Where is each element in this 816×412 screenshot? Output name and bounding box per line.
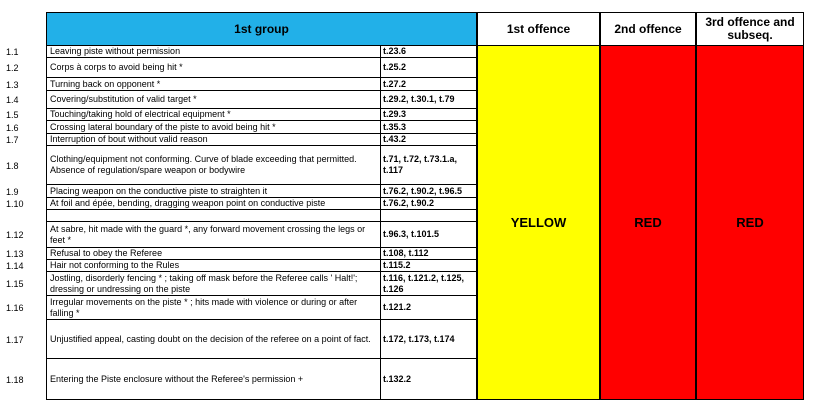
- rule-reference: t.121.2: [381, 296, 477, 320]
- rule-reference: t.76.2, t.90.2: [381, 198, 477, 210]
- row-number: 1.7: [6, 135, 19, 145]
- offence-description: Covering/substitution of valid target *: [46, 91, 381, 109]
- rule-reference: t.23.6: [381, 46, 477, 58]
- offence-description: Crossing lateral boundary of the piste to avoid being hit *: [46, 121, 381, 134]
- rule-reference: t.132.2: [381, 359, 477, 400]
- row-number: 1.9: [6, 186, 19, 197]
- rule-reference: t.71, t.72, t.73.1.a, t.117: [381, 146, 477, 185]
- row-number: 1.15: [6, 279, 24, 289]
- offence-description: Interruption of bout without valid reason: [46, 134, 381, 146]
- offence-description: Placing weapon on the conductive piste to straighten it: [46, 185, 381, 198]
- row-number: 1.12: [6, 230, 24, 240]
- second-offence-header: 2nd offence: [600, 12, 696, 46]
- offence-description: Refusal to obey the Referee: [46, 248, 381, 260]
- rule-reference: t.96.3, t.101.5: [381, 222, 477, 248]
- first-offence-penalty: YELLOW: [477, 46, 600, 400]
- row-number: 1.6: [6, 122, 19, 133]
- offence-description: At foil and épée, bending, dragging weapon point on conductive piste: [46, 198, 381, 210]
- row-number: 1.5: [6, 110, 19, 120]
- row-number: 1.10: [6, 199, 24, 209]
- row-number: 1.2: [6, 63, 19, 73]
- row-number: 1.3: [6, 79, 19, 90]
- offence-description: Irregular movements on the piste * ; hits made with violence or during or after falling *: [46, 296, 381, 320]
- first-offence-header: 1st offence: [477, 12, 600, 46]
- rule-reference: t.29.2, t.30.1, t.79: [381, 91, 477, 109]
- rule-reference: t.76.2, t.90.2, t.96.5: [381, 185, 477, 198]
- offence-description: [46, 210, 381, 222]
- rule-reference: t.108, t.112: [381, 248, 477, 260]
- group-header: 1st group: [46, 12, 477, 46]
- offence-description: Clothing/equipment not conforming. Curve of blade exceeding that permitted. Absence of regulation/spare weapon or bodywire: [46, 146, 381, 185]
- rule-reference: t.25.2: [381, 58, 477, 78]
- rule-reference: [381, 210, 477, 222]
- row-number: 1.4: [6, 95, 19, 105]
- third-offence-header: 3rd offence and subseq.: [696, 12, 804, 46]
- offence-description: Entering the Piste enclosure without the Referee's permission +: [46, 359, 381, 400]
- rule-reference: t.115.2: [381, 260, 477, 272]
- second-offence-penalty: RED: [600, 46, 696, 400]
- row-number: 1.13: [6, 249, 24, 259]
- row-number: 1.14: [6, 261, 24, 271]
- row-number: [6, 210, 44, 222]
- row-number: 1.18: [6, 374, 24, 385]
- offence-description: Leaving piste without permission: [46, 46, 381, 58]
- offence-description: Touching/taking hold of electrical equipment *: [46, 109, 381, 121]
- rule-reference: t.35.3: [381, 121, 477, 134]
- row-number: 1.1: [6, 47, 19, 57]
- offence-description: Jostling, disorderly fencing * ; taking off mask before the Referee calls ' Halt!'; dressing or undressing on the piste: [46, 272, 381, 296]
- row-number: 1.17: [6, 334, 24, 345]
- third-offence-penalty: RED: [696, 46, 804, 400]
- offence-description: Unjustified appeal, casting doubt on the decision of the referee on a point of fact.: [46, 320, 381, 359]
- offence-description: Turning back on opponent *: [46, 78, 381, 91]
- rule-reference: t.43.2: [381, 134, 477, 146]
- row-number: 1.8: [6, 160, 19, 171]
- rule-reference: t.116, t.121.2, t.125, t.126: [381, 272, 477, 296]
- offence-description: Hair not conforming to the Rules: [46, 260, 381, 272]
- offence-description: Corps à corps to avoid being hit *: [46, 58, 381, 78]
- row-number: 1.16: [6, 303, 24, 313]
- rule-reference: t.27.2: [381, 78, 477, 91]
- offence-description: At sabre, hit made with the guard *, any forward movement crossing the legs or feet *: [46, 222, 381, 248]
- rule-reference: t.172, t.173, t.174: [381, 320, 477, 359]
- rule-reference: t.29.3: [381, 109, 477, 121]
